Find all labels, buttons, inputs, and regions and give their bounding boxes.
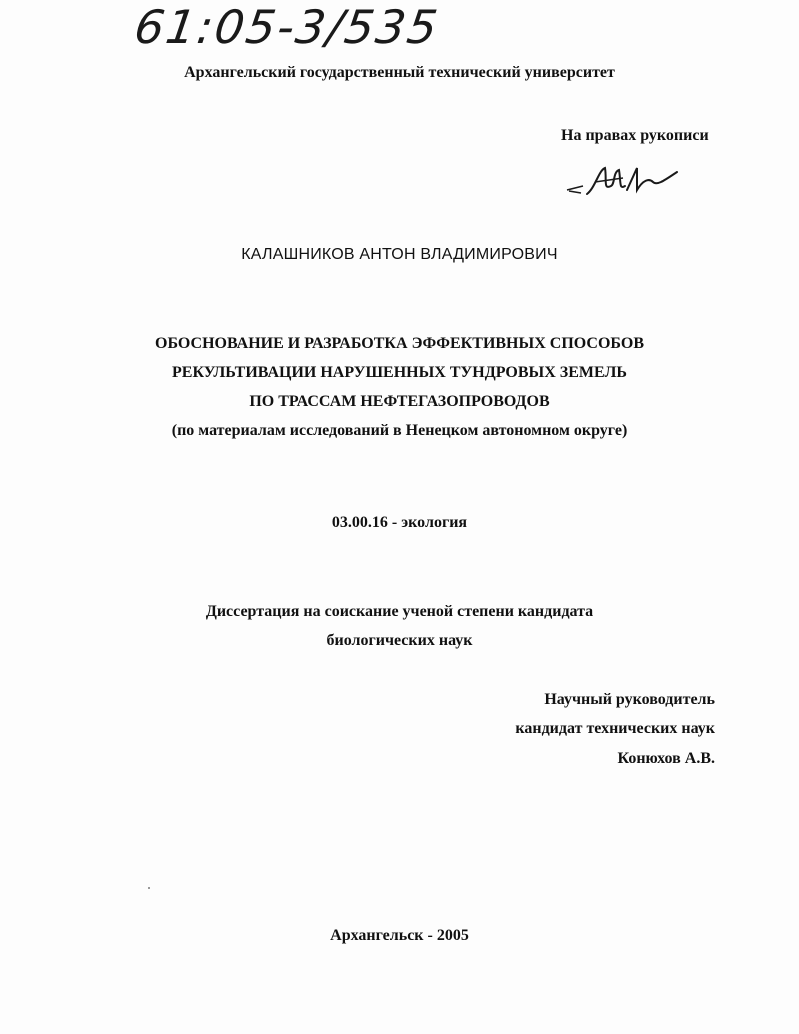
title-line-1: ОБОСНОВАНИЕ И РАЗРАБОТКА ЭФФЕКТИВНЫХ СПОСОБОВ xyxy=(155,335,644,352)
title-line-3: ПО ТРАССАМ НЕФТЕГАЗОПРОВОДОВ xyxy=(249,393,550,410)
city-year: Архангельск - 2005 xyxy=(330,927,469,944)
supervisor-degree: кандидат технических наук xyxy=(515,720,715,737)
scan-speck xyxy=(148,887,150,889)
dissertation-line-2: биологических наук xyxy=(326,632,473,649)
handwritten-code: 61:05-3/535 xyxy=(131,0,443,54)
title-line-2: РЕКУЛЬТИВАЦИИ НАРУШЕННЫХ ТУНДРОВЫХ ЗЕМЕЛЬ xyxy=(172,364,627,381)
specialty-code: 03.00.16 - экология xyxy=(331,514,468,531)
dissertation-line-1: Диссертация на соискание ученой степени кандидата xyxy=(205,603,594,620)
title-subtitle: (по материалам исследований в Ненецком автономном округе) xyxy=(171,422,628,439)
supervisor-label: Научный руководитель xyxy=(544,691,715,708)
author-name: КАЛАШНИКОВ АНТОН ВЛАДИМИРОВИЧ xyxy=(241,246,558,263)
manuscript-rights: На правах рукописи xyxy=(561,127,709,144)
signature-icon xyxy=(565,160,680,202)
university-name: Архангельский государственный технический университет xyxy=(184,64,615,81)
supervisor-name: Конюхов А.В. xyxy=(617,750,715,767)
